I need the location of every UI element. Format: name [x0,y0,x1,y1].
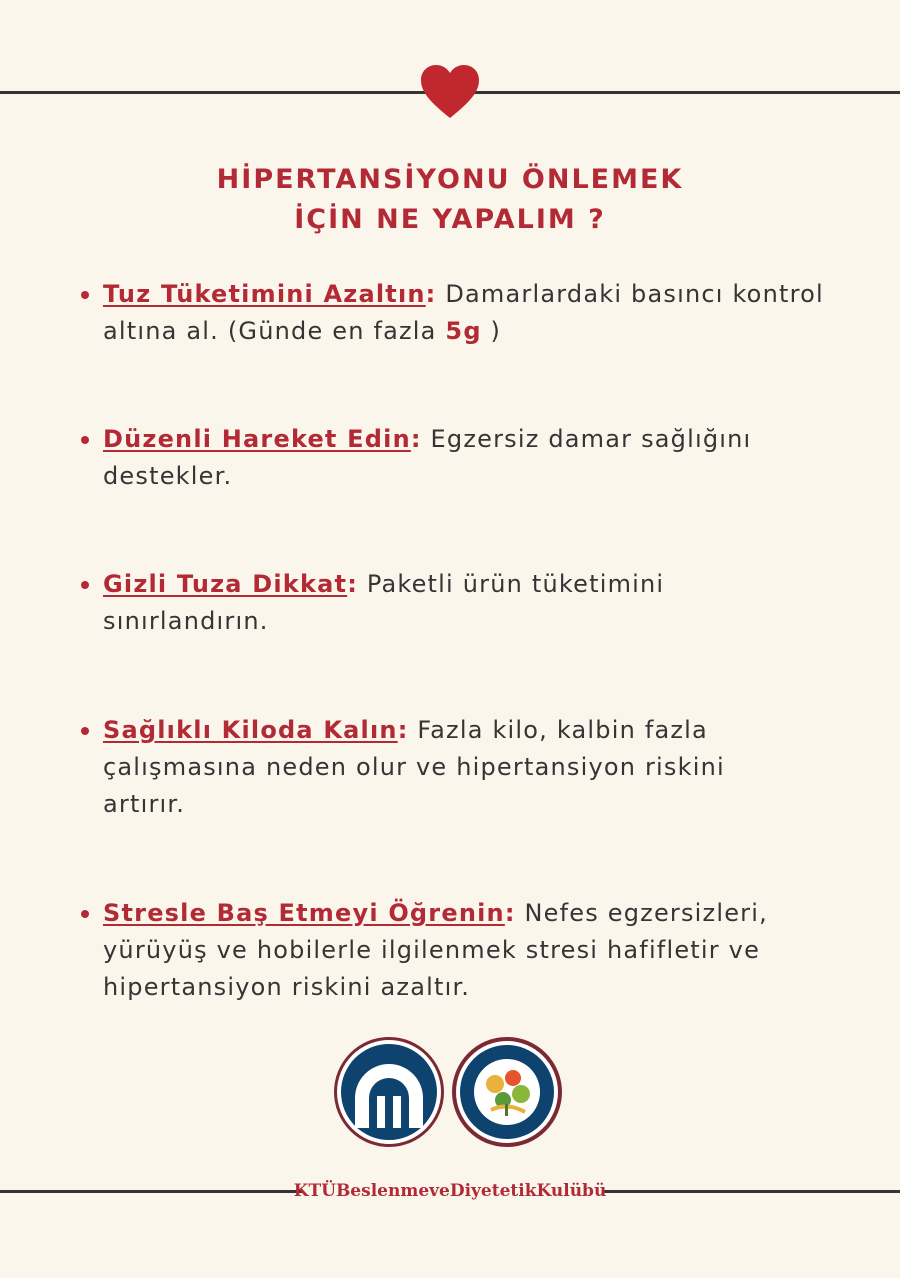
tip-text: Paketli ürün tüketimini sınırlandırın. [103,570,665,635]
tip-heading: Stresle Baş Etmeyi Öğrenin [103,899,505,927]
tip-item-stress: Stresle Baş Etmeyi Öğrenin: Nefes egzersizleri, yürüyüş ve hobilerle ilgilenmek stresi hafifletir ve hipertansiyon riskini azaltır. [103,895,823,1006]
bullet [81,291,89,299]
ktu-logo-icon [333,1036,445,1148]
bullet [81,727,89,735]
title-line-1: HİPERTANSİYONU ÖNLEMEK [216,164,684,195]
title-line-2: İÇİN NE YAPALIM ? [294,204,606,235]
bullet [81,910,89,918]
footer-hashtag: KTÜBeslenmeveDiyetetikKulübü [293,1181,607,1201]
tip-emphasis: 5g [445,317,482,345]
tip-text-after: ) [481,317,502,345]
tip-text: Nefes egzersizleri, yürüyüş ve hobilerle ilgilenmek stresi hafifletir ve hipertansiyon riskini azaltır. [103,899,768,1001]
tip-text: Fazla kilo, kalbin fazla çalışmasına neden olur ve hipertansiyon riskini artırır. [103,716,725,818]
tip-heading: Sağlıklı Kiloda Kalın [103,716,398,744]
tip-heading: Gizli Tuza Dikkat [103,570,348,598]
bullet [81,436,89,444]
club-logo-icon [451,1036,563,1148]
tip-text: Egzersiz damar sağlığını destekler. [103,425,752,490]
logo-row [333,1036,565,1152]
tip-heading: Düzenli Hareket Edin [103,425,411,453]
page-title [0,160,900,240]
heart-icon [420,64,480,120]
tip-item-hidden-salt: Gizli Tuza Dikkat: Paketli ürün tüketimini sınırlandırın. [103,566,703,640]
tip-item-weight: Sağlıklı Kiloda Kalın: Fazla kilo, kalbin fazla çalışmasına neden olur ve hipertansiyon riskini artırır. [103,712,803,823]
tip-item-salt: Tuz Tüketimini Azaltın: Damarlardaki basıncı kontrol altına al. (Günde en fazla 5g ) [103,276,853,350]
tip-text: Damarlardaki basıncı kontrol altına al. (Günde en fazla [103,280,824,345]
tip-item-exercise: Düzenli Hareket Edin: Egzersiz damar sağlığını destekler. [103,421,783,495]
bullet [81,581,89,589]
tip-heading: Tuz Tüketimini Azaltın [103,280,426,308]
